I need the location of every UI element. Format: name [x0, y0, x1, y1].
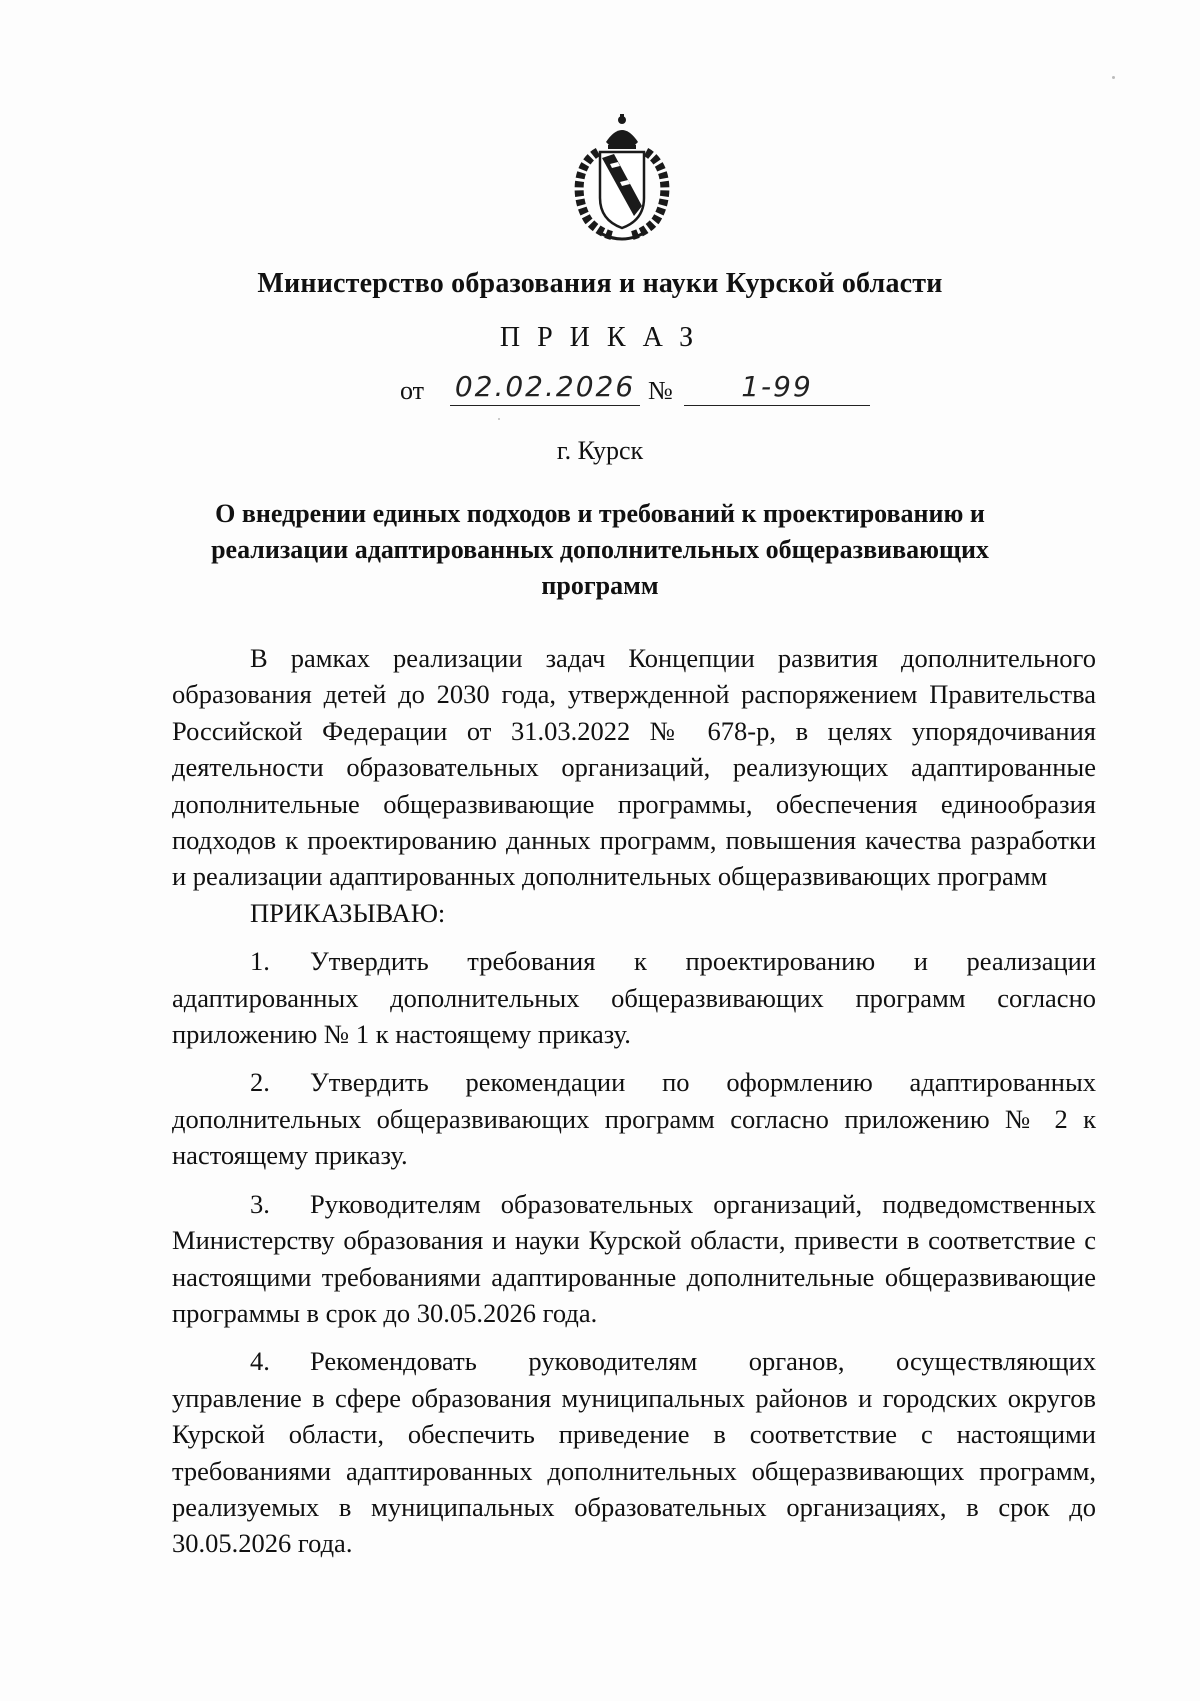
handwritten-date: 02.02.2026	[450, 370, 640, 406]
order-item-4	[172, 1343, 1096, 1561]
handwritten-number: 1-99	[684, 370, 870, 406]
item-text: Утвердить рекомендации по оформлению адаптированных дополнительных общеразвивающих программ согласно приложению № 2 к настоящему приказу.	[172, 1067, 1096, 1171]
order-item-1	[172, 943, 1096, 1052]
scan-speck	[1112, 76, 1115, 79]
document-type: ПРИКАЗ	[499, 322, 711, 353]
ministry-name: Министерство образования и науки Курской области	[257, 268, 943, 299]
document-body	[172, 640, 1096, 1562]
city: г. Курск	[556, 436, 644, 465]
document-title: О внедрении единых подходов и требований к проектированию и реализации адаптированных дополнительных общеразвивающих программ	[211, 499, 989, 600]
item-number: 3.	[250, 1188, 270, 1219]
item-number: 2.	[250, 1067, 270, 1098]
item-number: 1.	[250, 946, 270, 977]
number-sign: №	[648, 376, 673, 405]
item-text: Руководителям образовательных организаций, подведомственных Министерству образования и науки Курской области, привести в соответствие с настоящими требованиями адаптированные дополнительные общеразвивающие программы в срок до 30.05.2026 года.	[172, 1188, 1096, 1328]
order-item-3	[172, 1186, 1096, 1332]
item-number: 4.	[250, 1346, 270, 1377]
coat-of-arms-icon	[568, 112, 676, 246]
date-prefix: от	[400, 376, 425, 405]
preamble: В рамках реализации задач Концепции развития дополнительного образования детей до 2030 года, утвержденной распоряжением Правительства Российской Федерации от 31.03.2022 № 678-р, в целях упорядочивания деятельности образовательных организаций, реализующих адаптированные дополнительные общеразвивающие программы, обеспечения единообразия подходов к проектированию данных программ, повышения качества разработки и реализации адаптированных дополнительных общеразвивающих программ	[172, 643, 1096, 892]
order-word: ПРИКАЗЫВАЮ:	[250, 897, 446, 928]
item-text: Утвердить требования к проектированию и реализации адаптированных дополнительных общеразвивающих программ согласно приложению № 1 к настоящему приказу.	[172, 946, 1096, 1050]
scan-speck	[498, 418, 500, 420]
order-item-2	[172, 1064, 1096, 1173]
item-text: Рекомендовать руководителям органов, осуществляющих управление в сфере образования муниципальных районов и городских округов Курской области, обеспечить приведение в соответствие с настоящими требованиями адаптированных дополнительных общеразвивающих программ, реализуемых в муниципальных образовательных организациях, в срок до 30.05.2026 года.	[172, 1346, 1096, 1559]
date-number-line	[400, 366, 870, 410]
